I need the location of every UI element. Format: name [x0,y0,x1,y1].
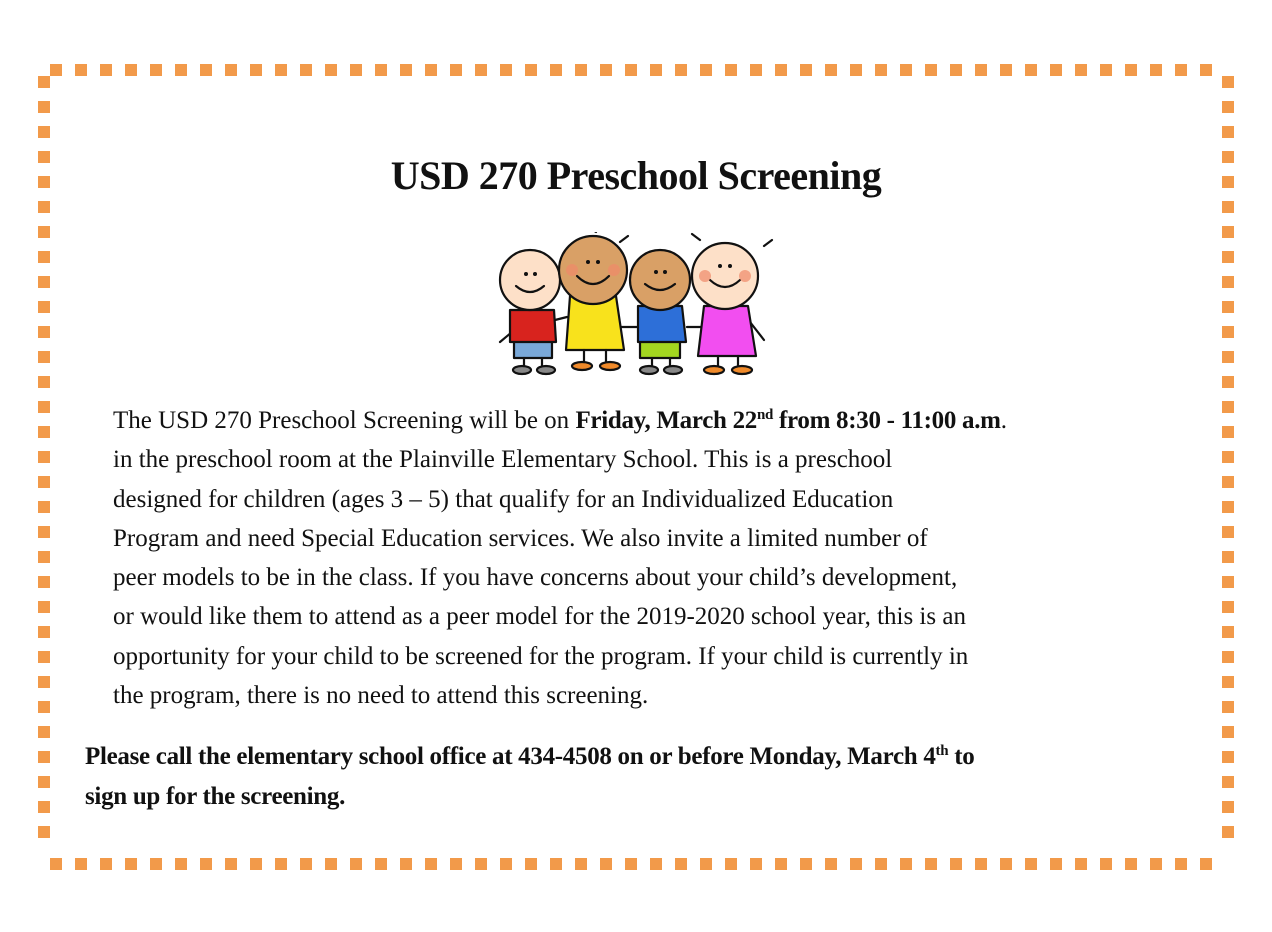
border-dot [775,858,787,870]
border-dot [1075,858,1087,870]
border-dot [1222,201,1234,213]
border-dot [650,64,662,76]
border-dot [425,858,437,870]
period: . [1000,407,1007,434]
border-dot [875,64,887,76]
border-dot [975,858,987,870]
border-dot [1025,858,1037,870]
border-dot [38,101,50,113]
border-dot [675,858,687,870]
border-dot [38,201,50,213]
border-dot [38,226,50,238]
border-dot [200,64,212,76]
border-dot [1222,76,1234,88]
description-line: in the preschool room at the Plainville Elementary School. This is a preschool [113,446,893,474]
border-dot [38,476,50,488]
border-dot [1050,64,1062,76]
border-dot [750,858,762,870]
border-dot [825,64,837,76]
border-dot [600,858,612,870]
border-dot [1200,858,1212,870]
border-dot [38,376,50,388]
border-dot [38,401,50,413]
border-dot [850,64,862,76]
border-dot [350,64,362,76]
description-line: Program and need Special Education services. We also invite a limited number of [113,524,928,552]
border-dot [825,858,837,870]
border-dot [1000,858,1012,870]
border-dot [325,858,337,870]
border-dot [1222,301,1234,313]
border-dot [1125,858,1137,870]
border-dot [38,276,50,288]
border-dot [1222,276,1234,288]
description-line: designed for children (ages 3 – 5) that qualify for an Individualized Education [113,485,894,513]
border-dot [275,64,287,76]
border-dot [75,858,87,870]
border-dot [550,64,562,76]
border-dot [38,576,50,588]
cta-text-end: to [948,743,975,770]
border-dot [500,858,512,870]
border-dot [38,501,50,513]
border-dot [1100,858,1112,870]
description-line [113,401,1007,440]
border-dot [900,858,912,870]
border-dot [375,858,387,870]
border-dot [1222,426,1234,438]
border-dot [1222,476,1234,488]
border-dot [700,64,712,76]
border-dot [625,64,637,76]
border-dot [600,64,612,76]
border-dot [1200,64,1212,76]
border-dot [75,64,87,76]
border-dot [38,601,50,613]
border-dot [225,64,237,76]
border-dot [150,858,162,870]
cta-line: sign up for the screening. [85,783,346,810]
description-line: peer models to be in the class. If you have concerns about your child’s development, [113,564,958,592]
border-dot [950,64,962,76]
border-dot [500,64,512,76]
border-dot [38,776,50,788]
border-dot [250,64,262,76]
border-dot [38,76,50,88]
border-dot [250,858,262,870]
description-paragraph [113,401,1007,715]
border-dot [875,858,887,870]
border-dot [38,526,50,538]
cta-line [85,737,974,777]
border-dot [350,858,362,870]
border-dot [225,858,237,870]
border-dot [800,64,812,76]
border-dot [38,451,50,463]
border-dot [400,64,412,76]
border-dot [1222,776,1234,788]
time-text: from 8:30 - 11:00 a.m [773,407,1001,434]
border-dot [1222,326,1234,338]
border-dot [725,64,737,76]
description-line: the program, there is no need to attend this screening. [113,682,649,710]
border-dot [325,64,337,76]
border-dot [1075,64,1087,76]
border-dot [38,826,50,838]
border-dot [300,64,312,76]
border-dot [38,426,50,438]
border-dot [200,858,212,870]
border-dot [725,858,737,870]
call-to-action [85,737,974,817]
border-dot [1222,551,1234,563]
border-dot [38,301,50,313]
border-dot [38,126,50,138]
border-dot [1222,351,1234,363]
border-dot [1100,64,1112,76]
border-dot [1222,601,1234,613]
border-dot [275,858,287,870]
border-dot [1222,501,1234,513]
description-line: or would like them to attend as a peer model for the 2019-2020 school year, this is an [113,603,966,631]
border-dot [100,858,112,870]
border-dot [1222,451,1234,463]
border-dot [550,858,562,870]
border-dot [575,64,587,76]
border-dot [450,858,462,870]
description-line: opportunity for your child to be screened for the program. If your child is currently in [113,642,969,670]
border-dot [525,64,537,76]
border-dot [650,858,662,870]
border-dot [1125,64,1137,76]
border-dot [38,351,50,363]
border-dot [1222,676,1234,688]
border-dot [100,64,112,76]
border-dot [1222,576,1234,588]
border-dot [850,858,862,870]
border-dot [1000,64,1012,76]
border-dot [50,64,62,76]
border-dot [1222,751,1234,763]
border-dot [1222,651,1234,663]
border-dot [475,64,487,76]
border-dot [175,64,187,76]
children-illustration [492,232,778,378]
border-dot [38,726,50,738]
border-dot [575,858,587,870]
intro-text: The USD 270 Preschool Screening will be on [113,407,576,434]
border-dot [1222,826,1234,838]
border-dot [38,626,50,638]
border-dot [1025,64,1037,76]
border-dot [400,858,412,870]
border-dot [1150,858,1162,870]
border-dot [38,751,50,763]
border-dot [150,64,162,76]
border-dot [950,858,962,870]
border-dot [675,64,687,76]
border-dot [1150,64,1162,76]
border-dot [38,676,50,688]
border-dot [450,64,462,76]
border-dot [625,858,637,870]
border-dot [38,651,50,663]
border-dot [1222,526,1234,538]
border-dot [1222,101,1234,113]
border-dot [700,858,712,870]
border-dot [175,858,187,870]
border-dot [1222,401,1234,413]
border-dot [38,551,50,563]
border-dot [125,858,137,870]
border-dot [1222,126,1234,138]
border-dot [125,64,137,76]
border-dot [1222,376,1234,388]
border-dot [425,64,437,76]
border-dot [1222,701,1234,713]
border-dot [925,858,937,870]
border-dot [1222,251,1234,263]
date-text: Friday, March 22 [575,407,757,434]
border-dot [300,858,312,870]
page-title: USD 270 Preschool Screening [390,153,882,198]
border-dot [975,64,987,76]
border-dot [38,326,50,338]
border-dot [1175,64,1187,76]
border-dot [38,801,50,813]
border-dot [38,251,50,263]
border-dot [375,64,387,76]
border-dot [925,64,937,76]
border-dot [1222,726,1234,738]
border-dot [1222,626,1234,638]
border-dot [800,858,812,870]
border-dot [775,64,787,76]
border-dot [525,858,537,870]
border-dot [1050,858,1062,870]
border-dot [1175,858,1187,870]
border-dot [1222,801,1234,813]
date-suffix: nd [756,407,774,423]
event-date [575,407,1000,434]
cta-text: Please call the elementary school office at 434-4508 on or before Monday, March 4 [85,743,936,770]
cta-suffix: th [935,743,949,759]
border-dot [475,858,487,870]
border-dot [750,64,762,76]
border-dot [50,858,62,870]
border-dot [900,64,912,76]
border-dot [1222,226,1234,238]
border-dot [38,701,50,713]
